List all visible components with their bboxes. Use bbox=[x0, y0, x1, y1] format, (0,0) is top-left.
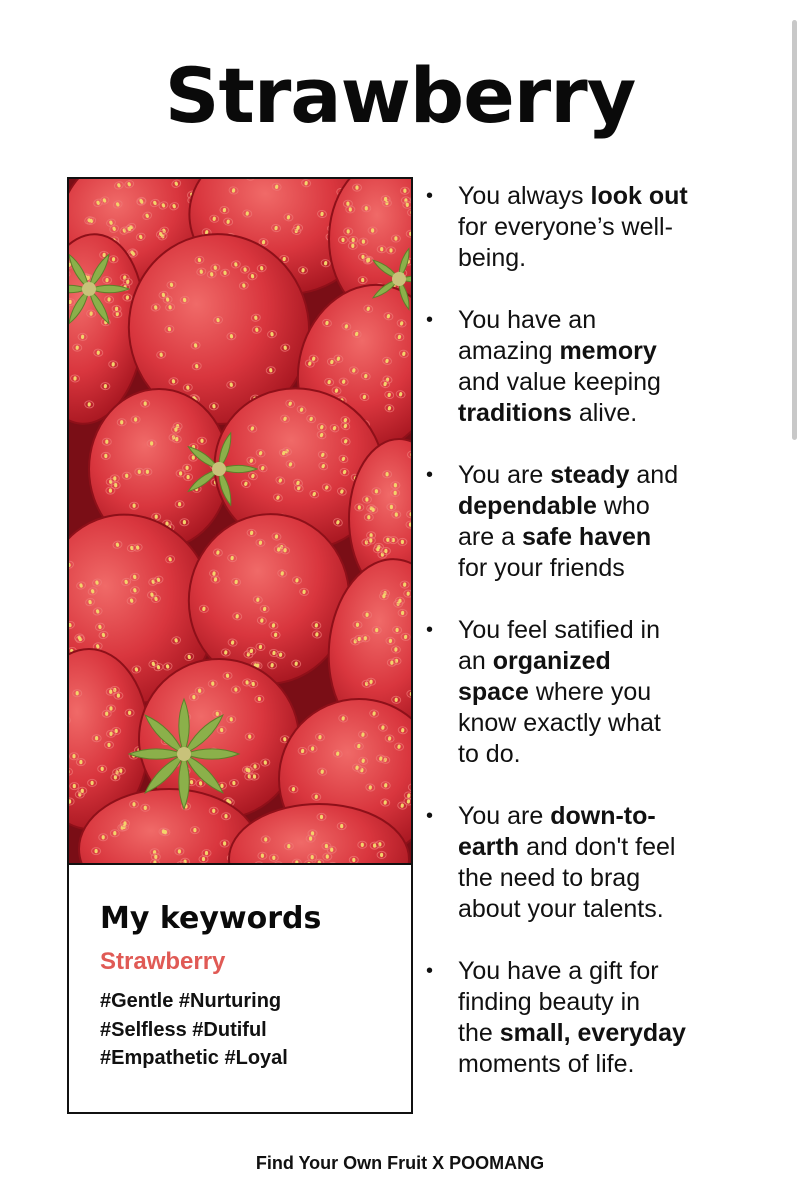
trait-text: to do. bbox=[458, 740, 521, 768]
bullet-icon: • bbox=[426, 309, 434, 331]
trait-item bbox=[424, 801, 754, 925]
bullet-icon: • bbox=[426, 464, 434, 486]
trait-emphasis: dependable bbox=[458, 492, 597, 520]
keyword-tag-line: #Empathetic #Loyal bbox=[100, 1047, 288, 1069]
trait-text: who bbox=[596, 492, 650, 520]
trait-text: alive. bbox=[571, 399, 638, 427]
trait-emphasis: down-to- bbox=[550, 802, 656, 830]
trait-text: know exactly what bbox=[458, 709, 661, 737]
trait-text: You have a gift for bbox=[458, 957, 659, 985]
bullet-icon: • bbox=[426, 619, 434, 641]
trait-emphasis: small, everyday bbox=[499, 1019, 686, 1047]
keywords-heading: My keywords bbox=[100, 901, 322, 936]
trait-text: for everyone’s well- bbox=[458, 213, 673, 241]
trait-text: an bbox=[458, 647, 493, 675]
keyword-tag-line: #Selfless #Dutiful bbox=[100, 1018, 267, 1041]
trait-text: and don't feel bbox=[519, 833, 676, 861]
keywords-panel bbox=[100, 899, 390, 1073]
strawberry-photo bbox=[69, 179, 411, 865]
trait-text: the need to brag bbox=[458, 864, 641, 892]
trait-text: and value keeping bbox=[458, 368, 661, 396]
trait-emphasis: space bbox=[458, 678, 529, 706]
trait-emphasis: steady bbox=[550, 461, 630, 489]
trait-emphasis: traditions bbox=[458, 399, 572, 427]
bullet-icon: • bbox=[426, 960, 434, 982]
trait-emphasis: organized bbox=[492, 647, 611, 675]
trait-item bbox=[424, 181, 754, 274]
keywords-fruit-name: Strawberry bbox=[100, 948, 226, 975]
trait-text: You are bbox=[458, 802, 551, 830]
bullet-icon: • bbox=[426, 185, 434, 207]
trait-text: and bbox=[629, 461, 679, 489]
fruit-card bbox=[67, 177, 413, 1114]
trait-text: You are bbox=[458, 461, 551, 489]
trait-text: moments of life. bbox=[458, 1050, 635, 1078]
trait-text: for your friends bbox=[458, 554, 625, 582]
trait-list bbox=[424, 181, 754, 1111]
trait-emphasis: look out bbox=[590, 182, 688, 210]
trait-text: You have an bbox=[458, 306, 597, 334]
trait-text: You always bbox=[458, 182, 591, 210]
trait-text: being. bbox=[458, 244, 527, 272]
trait-emphasis: safe haven bbox=[521, 523, 652, 551]
trait-item bbox=[424, 460, 754, 584]
trait-emphasis: memory bbox=[559, 337, 657, 365]
trait-text: the bbox=[458, 1019, 500, 1047]
trait-text: amazing bbox=[458, 337, 560, 365]
trait-item bbox=[424, 615, 754, 770]
keywords-tags bbox=[100, 987, 390, 1073]
trait-text: about your talents. bbox=[458, 895, 664, 923]
trait-text: You feel satified in bbox=[458, 616, 661, 644]
page-title: Strawberry bbox=[164, 51, 636, 140]
trait-emphasis: earth bbox=[458, 833, 520, 861]
footer-credit: Find Your Own Fruit X POOMANG bbox=[255, 1153, 545, 1173]
trait-item bbox=[424, 305, 754, 429]
bullet-icon: • bbox=[426, 805, 434, 827]
trait-item bbox=[424, 956, 754, 1080]
trait-text: finding beauty in bbox=[458, 988, 641, 1016]
keyword-tag-line: #Gentle #Nurturing bbox=[100, 990, 282, 1012]
trait-text: where you bbox=[528, 678, 652, 706]
trait-text: are a bbox=[458, 523, 522, 551]
